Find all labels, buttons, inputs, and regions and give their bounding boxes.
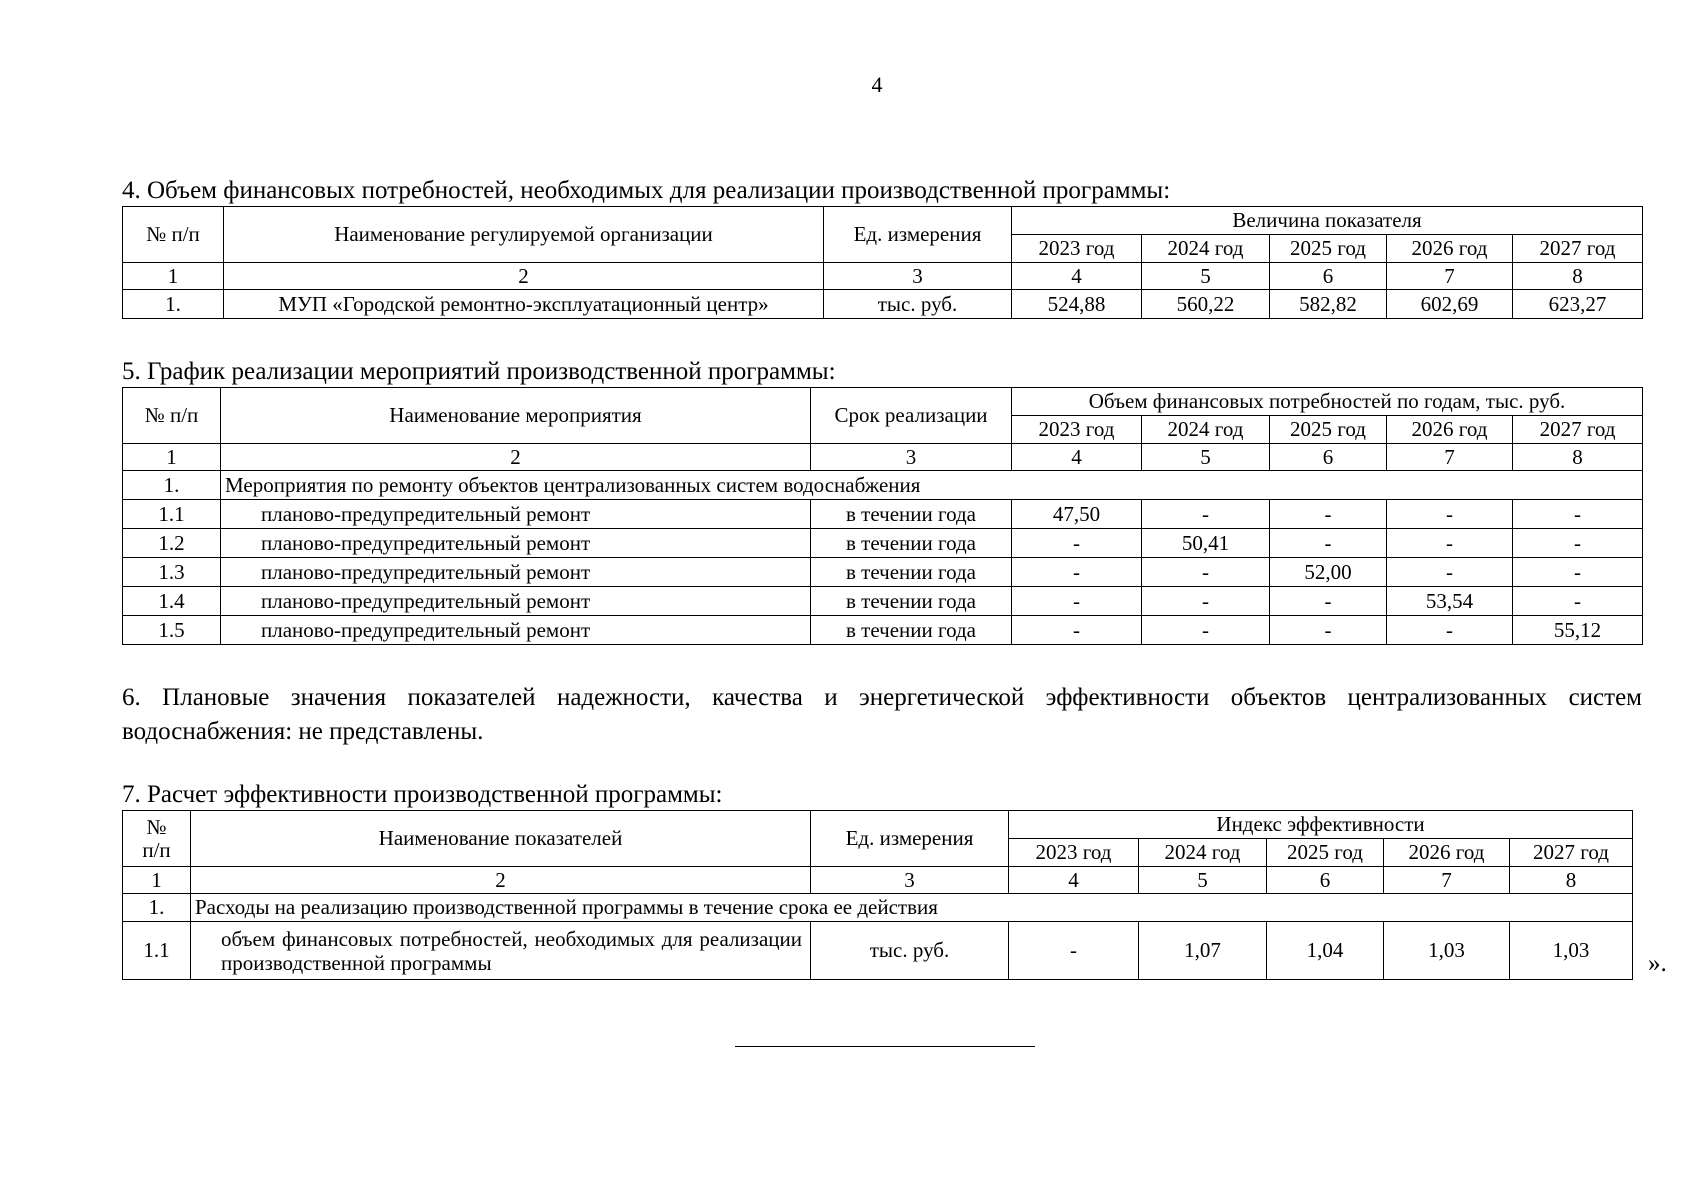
section-5-title: 5. График реализации мероприятий производственной программы: xyxy=(122,358,836,385)
column-number: 8 xyxy=(1513,263,1643,290)
value-cell: - xyxy=(1009,922,1139,980)
activity-name: планово-предупредительный ремонт xyxy=(221,616,811,645)
value-cell: 560,22 xyxy=(1142,290,1270,319)
column-number: 2 xyxy=(221,444,811,471)
value-cell: - xyxy=(1513,587,1643,616)
header-activity-name: Наименование мероприятия xyxy=(221,388,811,444)
efficiency-table xyxy=(122,810,1633,980)
financial-needs-table xyxy=(122,206,1643,319)
header-num-line2: п/п xyxy=(142,837,171,862)
header-num: № п/п xyxy=(123,207,224,263)
value-cell: - xyxy=(1513,500,1643,529)
header-year: 2026 год xyxy=(1387,416,1513,444)
term: в течении года xyxy=(811,500,1012,529)
value-cell: - xyxy=(1142,616,1270,645)
column-number: 2 xyxy=(224,263,824,290)
value-cell: - xyxy=(1387,616,1513,645)
value-cell: - xyxy=(1142,587,1270,616)
section-4-title: 4. Объем финансовых потребностей, необходимых для реализации производственной программы: xyxy=(122,177,1171,204)
page-number: 4 xyxy=(871,72,883,97)
closing-quote: ». xyxy=(1648,950,1667,977)
column-number: 1 xyxy=(123,263,224,290)
row-num: 1.1 xyxy=(123,500,221,529)
header-year: 2025 год xyxy=(1270,416,1387,444)
column-number: 6 xyxy=(1270,263,1387,290)
group-label: Расходы на реализацию производственной программы в течение срока ее действия xyxy=(191,894,1633,922)
column-number-row xyxy=(123,263,1643,290)
column-number: 7 xyxy=(1387,263,1513,290)
table-row xyxy=(123,558,1643,587)
column-number: 5 xyxy=(1142,263,1270,290)
column-number-row xyxy=(123,444,1643,471)
value-cell: - xyxy=(1270,587,1387,616)
header-value-group: Объем финансовых потребностей по годам, тыс. руб. xyxy=(1012,388,1643,416)
section-4 xyxy=(122,176,1642,319)
header-year: 2023 год xyxy=(1012,416,1142,444)
header-year: 2025 год xyxy=(1267,839,1384,867)
value-cell: 52,00 xyxy=(1270,558,1387,587)
value-cell: - xyxy=(1513,529,1643,558)
column-number: 6 xyxy=(1270,444,1387,471)
indicator-name: объем финансовых потребностей, необходимых для реализации производственной программы xyxy=(191,922,811,980)
value-cell: - xyxy=(1142,558,1270,587)
header-year: 2027 год xyxy=(1513,235,1643,263)
table-row xyxy=(123,922,1633,980)
header-org-name: Наименование регулируемой организации xyxy=(224,207,824,263)
row-num: 1.1 xyxy=(123,922,191,980)
group-row xyxy=(123,471,1643,500)
value-cell: - xyxy=(1387,529,1513,558)
value-cell: 50,41 xyxy=(1142,529,1270,558)
term: в течении года xyxy=(811,587,1012,616)
value-cell: 1,04 xyxy=(1267,922,1384,980)
column-number: 8 xyxy=(1513,444,1643,471)
activity-name: планово-предупредительный ремонт xyxy=(221,529,811,558)
header-indicator-name: Наименование показателей xyxy=(191,811,811,867)
value-cell: 602,69 xyxy=(1387,290,1513,319)
row-num: 1. xyxy=(123,471,221,500)
value-cell: - xyxy=(1142,500,1270,529)
row-num: 1.3 xyxy=(123,558,221,587)
section-7 xyxy=(122,780,1642,980)
header-value-group: Индекс эффективности xyxy=(1009,811,1633,839)
org-name: МУП «Городской ремонтно-эксплуатационный центр» xyxy=(224,290,824,319)
header-year: 2024 год xyxy=(1139,839,1267,867)
table-row xyxy=(123,529,1643,558)
row-num: 1.2 xyxy=(123,529,221,558)
header-num xyxy=(123,811,191,867)
header-year: 2026 год xyxy=(1387,235,1513,263)
row-num: 1. xyxy=(123,894,191,922)
header-unit: Ед. измерения xyxy=(824,207,1012,263)
value-cell: 55,12 xyxy=(1513,616,1643,645)
value-cell: - xyxy=(1513,558,1643,587)
value-cell: - xyxy=(1012,587,1142,616)
value-cell: 623,27 xyxy=(1513,290,1643,319)
header-year: 2025 год xyxy=(1270,235,1387,263)
section-6-text: 6. Плановые значения показателей надежности, качества и энергетической эффективности объектов централизованных систем водоснабжения: не представлены. xyxy=(122,684,1642,745)
header-value-group: Величина показателя xyxy=(1012,207,1643,235)
value-cell: 1,07 xyxy=(1139,922,1267,980)
activity-name: планово-предупредительный ремонт xyxy=(221,500,811,529)
value-cell: - xyxy=(1387,500,1513,529)
column-number-row xyxy=(123,867,1633,894)
value-cell: - xyxy=(1387,558,1513,587)
value-cell: 47,50 xyxy=(1012,500,1142,529)
column-number: 4 xyxy=(1012,444,1142,471)
value-cell: 1,03 xyxy=(1384,922,1510,980)
column-number: 3 xyxy=(824,263,1012,290)
table-row xyxy=(123,587,1643,616)
group-row xyxy=(123,894,1633,922)
header-term: Срок реализации xyxy=(811,388,1012,444)
header-unit: Ед. измерения xyxy=(811,811,1009,867)
column-number: 6 xyxy=(1267,867,1384,894)
value-cell: 524,88 xyxy=(1012,290,1142,319)
table-row xyxy=(123,616,1643,645)
value-cell: - xyxy=(1270,616,1387,645)
table-row xyxy=(123,290,1643,319)
value-cell: - xyxy=(1270,500,1387,529)
value-cell: - xyxy=(1012,529,1142,558)
row-num: 1.4 xyxy=(123,587,221,616)
header-year: 2023 год xyxy=(1009,839,1139,867)
term: в течении года xyxy=(811,616,1012,645)
header-year: 2027 год xyxy=(1510,839,1633,867)
header-year: 2027 год xyxy=(1513,416,1643,444)
activity-name: планово-предупредительный ремонт xyxy=(221,558,811,587)
column-number: 7 xyxy=(1384,867,1510,894)
unit: тыс. руб. xyxy=(811,922,1009,980)
column-number: 4 xyxy=(1009,867,1139,894)
value-cell: 53,54 xyxy=(1387,587,1513,616)
value-cell: 1,03 xyxy=(1510,922,1633,980)
column-number: 2 xyxy=(191,867,811,894)
term: в течении года xyxy=(811,558,1012,587)
header-year: 2024 год xyxy=(1142,235,1270,263)
section-5 xyxy=(122,357,1642,645)
header-year: 2026 год xyxy=(1384,839,1510,867)
column-number: 5 xyxy=(1142,444,1270,471)
column-number: 7 xyxy=(1387,444,1513,471)
value-cell: - xyxy=(1012,558,1142,587)
row-num: 1. xyxy=(123,290,224,319)
column-number: 3 xyxy=(811,444,1012,471)
column-number: 1 xyxy=(123,867,191,894)
term: в течении года xyxy=(811,529,1012,558)
value-cell: 582,82 xyxy=(1270,290,1387,319)
group-label: Мероприятия по ремонту объектов централизованных систем водоснабжения xyxy=(221,471,1643,500)
column-number: 1 xyxy=(123,444,221,471)
section-7-title: 7. Расчет эффективности производственной программы: xyxy=(122,781,723,808)
header-year: 2024 год xyxy=(1142,416,1270,444)
row-num: 1.5 xyxy=(123,616,221,645)
column-number: 5 xyxy=(1139,867,1267,894)
column-number: 3 xyxy=(811,867,1009,894)
unit: тыс. руб. xyxy=(824,290,1012,319)
column-number: 8 xyxy=(1510,867,1633,894)
header-num-line1: № xyxy=(146,814,167,839)
activity-name: планово-предупредительный ремонт xyxy=(221,587,811,616)
header-year: 2023 год xyxy=(1012,235,1142,263)
column-number: 4 xyxy=(1012,263,1142,290)
header-num: № п/п xyxy=(123,388,221,444)
value-cell: - xyxy=(1270,529,1387,558)
schedule-table xyxy=(122,387,1643,645)
footer-divider xyxy=(735,1046,1035,1047)
table-row xyxy=(123,500,1643,529)
value-cell: - xyxy=(1012,616,1142,645)
